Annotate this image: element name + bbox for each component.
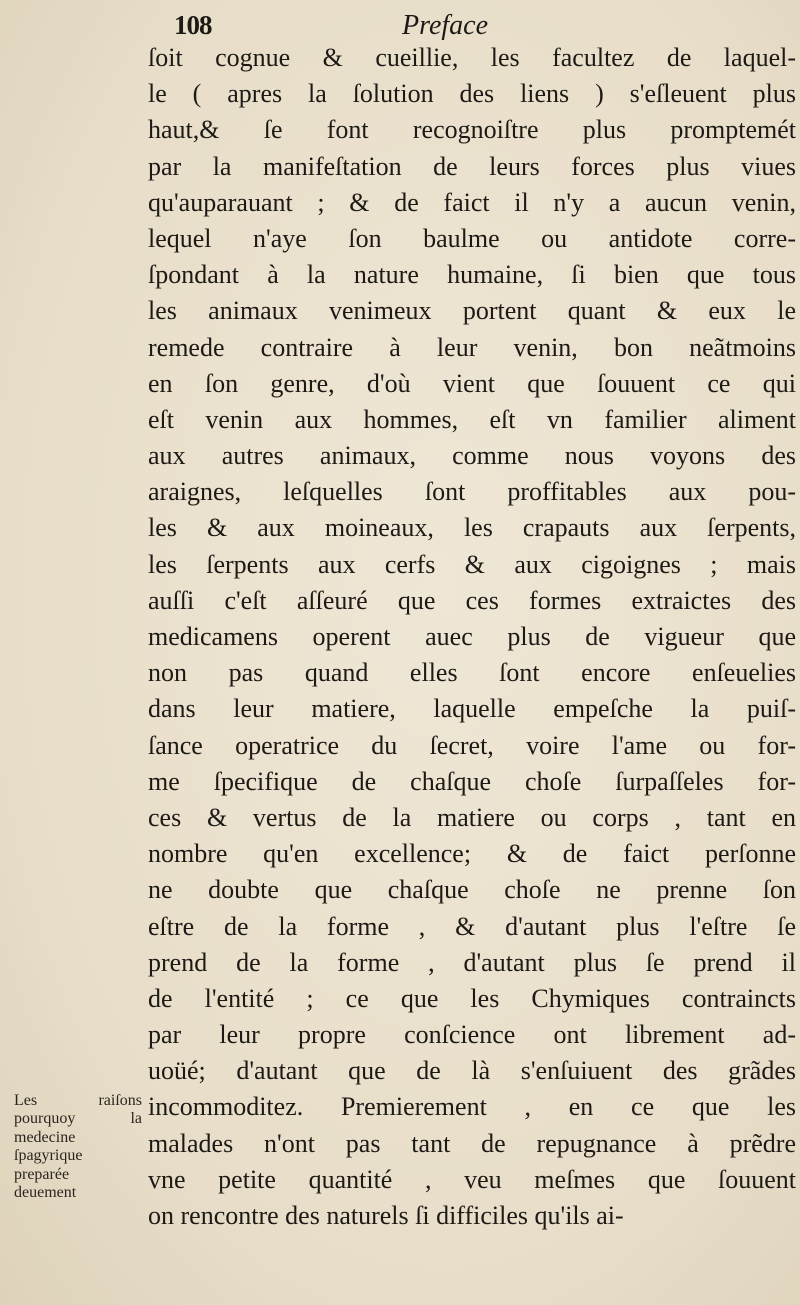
text-line: ne doubte que chaſque choſe ne prenne ſon bbox=[148, 875, 796, 905]
margin-note-line: deuement bbox=[14, 1184, 77, 1202]
text-line: eſtre de la forme , & d'autant plus l'eſtre ſe bbox=[148, 911, 796, 941]
text-line: haut,& ſe font recognoiſtre plus promptemét bbox=[148, 115, 796, 145]
text-line: le ( apres la ſolution des liens ) s'eſleuent plus bbox=[148, 79, 796, 109]
margin-note-line: medecine bbox=[14, 1128, 76, 1146]
text-line: araignes, leſquelles ſont proffitables aux pou- bbox=[148, 477, 796, 507]
text-line: les animaux venimeux portent quant & eux le bbox=[148, 296, 796, 326]
text-line: ſance operatrice du ſecret, voire l'ame ou for- bbox=[148, 730, 796, 760]
text-line: nombre qu'en excellence; & de faict perſonne bbox=[148, 839, 796, 869]
text-line: par la manifeſtation de leurs forces plus viues bbox=[148, 151, 796, 181]
text-line: ces & vertus de la matiere ou corps , tant en bbox=[148, 802, 796, 832]
text-line: remede contraire à leur venin, bon neãtmoins bbox=[148, 332, 796, 362]
text-line: prend de la forme , d'autant plus ſe prend il bbox=[148, 947, 796, 977]
text-line: en ſon genre, d'où vient que ſouuent ce qui bbox=[148, 368, 796, 398]
text-line: lequel n'aye ſon baulme ou antidote corre- bbox=[148, 223, 796, 253]
text-line: auſſi c'eſt aſſeuré que ces formes extraictes des bbox=[148, 585, 796, 615]
text-line: incommoditez. Premierement , en ce que les bbox=[148, 1092, 796, 1122]
margin-note-line: preparée bbox=[14, 1165, 70, 1183]
text-line: les ſerpents aux cerfs & aux cigoignes ; mais bbox=[148, 549, 796, 579]
text-line: eſt venin aux hommes, eſt vn familier aliment bbox=[148, 404, 796, 434]
text-line: ſoit cognue & cueillie, les facultez de laquel- bbox=[148, 43, 796, 72]
text-line: aux autres animaux, comme nous voyons des bbox=[148, 441, 796, 471]
margin-note-line: ſpagyrique bbox=[14, 1147, 83, 1165]
text-line: ſpondant à la nature humaine, ſi bien que tous bbox=[148, 260, 796, 290]
text-line: me ſpecifique de chaſque choſe ſurpaſſeles for- bbox=[148, 766, 796, 796]
margin-note-line: Les raiſons bbox=[14, 1092, 142, 1109]
text-line: non pas quand elles ſont encore enſeuelies bbox=[148, 658, 796, 688]
running-title: Preface bbox=[402, 10, 489, 41]
text-line: malades n'ont pas tant de repugnance à prẽdre bbox=[148, 1128, 796, 1158]
text-line: les & aux moineaux, les crapauts aux ſerpents, bbox=[148, 513, 796, 543]
text-line: de l'entité ; ce que les Chymiques contraincts bbox=[148, 983, 796, 1013]
text-line: vne petite quantité , veu meſmes que ſouuent bbox=[148, 1164, 796, 1194]
text-line: dans leur matiere, laquelle empeſche la puiſ- bbox=[148, 694, 796, 724]
body-text bbox=[148, 40, 796, 1234]
text-line: qu'auparauant ; & de faict il n'y a aucun venin, bbox=[148, 187, 796, 217]
text-line: on rencontre des naturels ſi difficiles qu'ils ai- bbox=[148, 1201, 624, 1230]
margin-note bbox=[14, 1092, 142, 1202]
page-number: 108 bbox=[174, 10, 212, 40]
text-line: uoüé; d'autant que de là s'enſuiuent des grãdes bbox=[148, 1056, 796, 1086]
margin-note-line: pourquoy la bbox=[14, 1110, 142, 1128]
text-line: medicamens operent auec plus de vigueur que bbox=[148, 622, 796, 651]
text-line: par leur propre conſcience ont librement ad- bbox=[148, 1020, 796, 1050]
